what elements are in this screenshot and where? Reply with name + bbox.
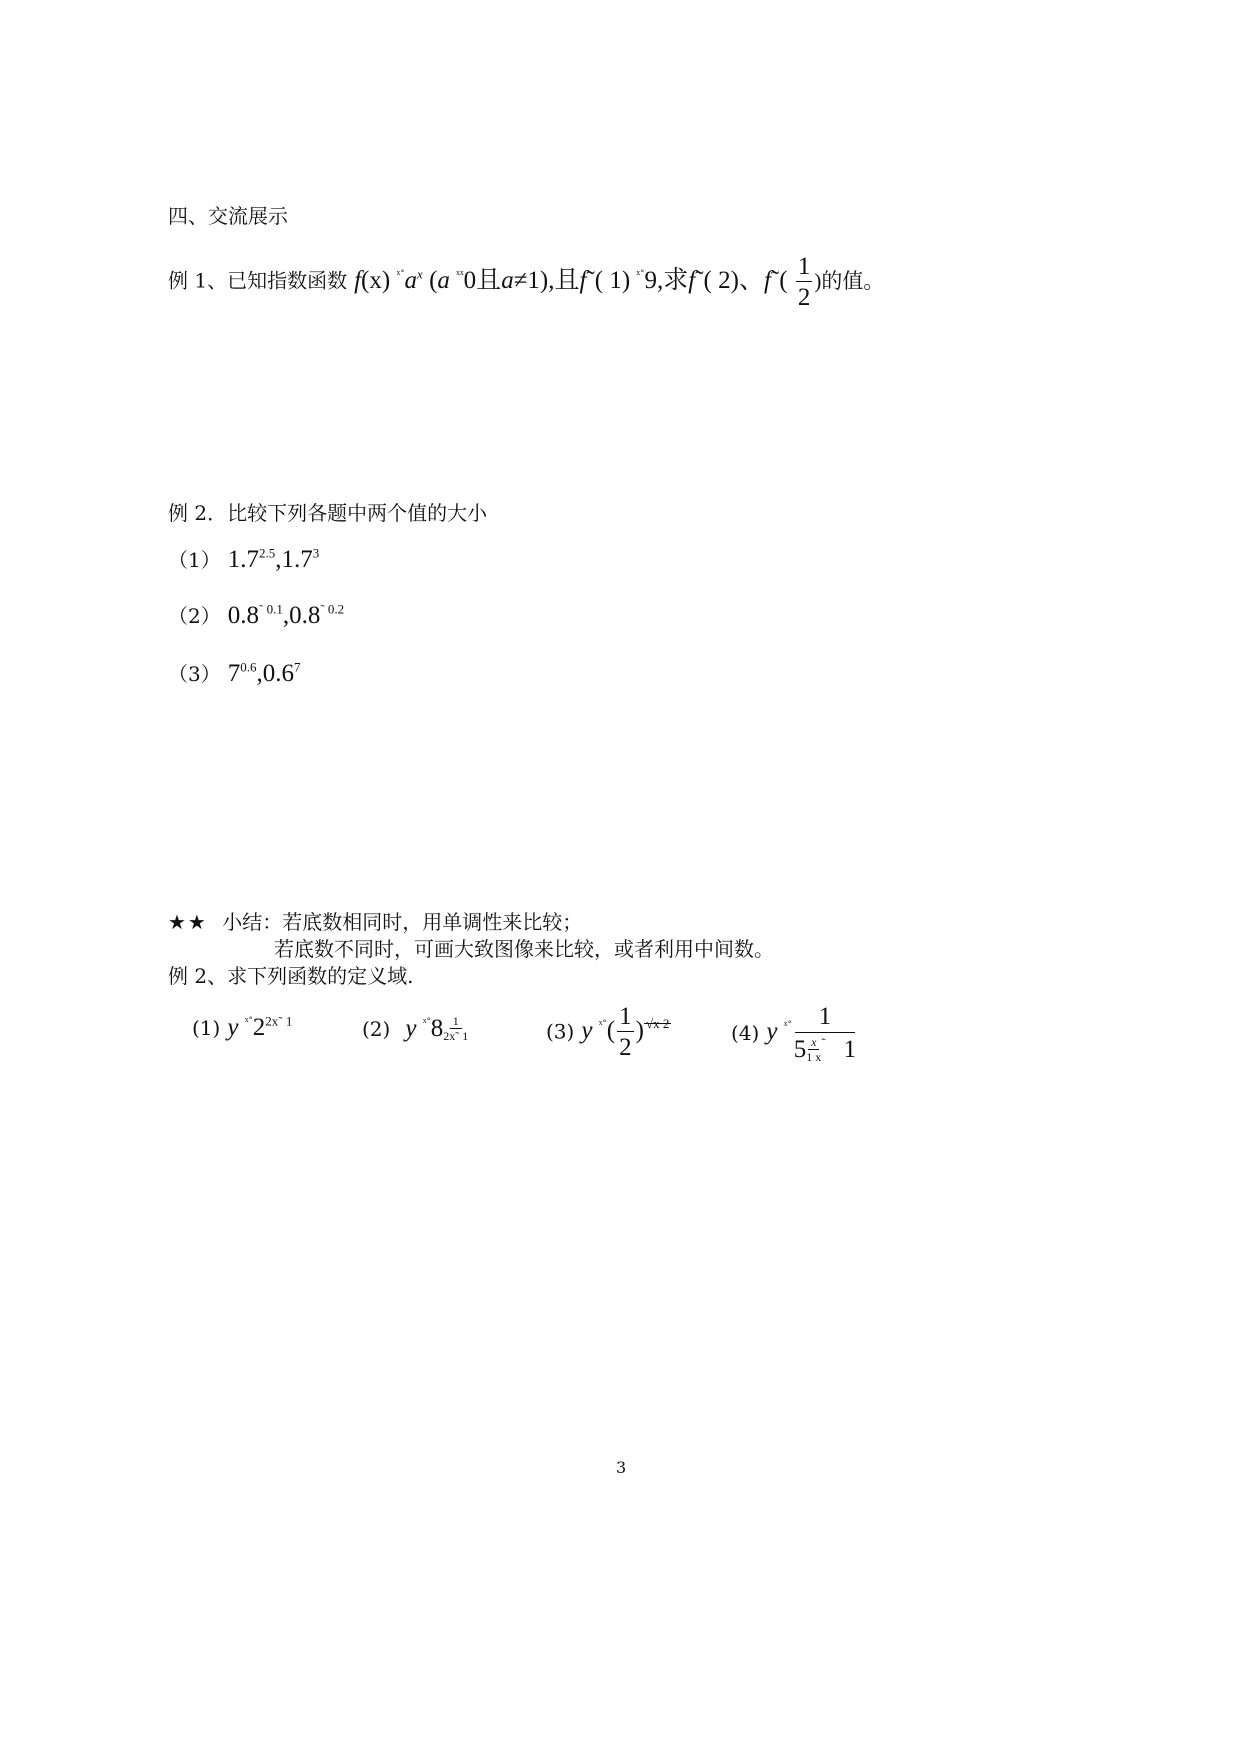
equals-glyph: ˣ˚ [783,1017,792,1033]
example-1-formula [354,253,885,311]
value-nine: 9, [644,266,664,294]
f-symbol: f [354,266,362,294]
example-2-item-3 [168,661,300,686]
example-2-item-2 [168,603,344,628]
frac-num: 1 [619,1003,632,1030]
den-tilde: ˜ [821,1035,826,1051]
neq-one: ≠1),且 [513,266,580,294]
open-paren: ( [606,1016,616,1044]
base: 2 [252,1014,266,1041]
item-formula [228,660,301,687]
f-symbol-2: f [579,266,587,294]
frac-den: 2 [619,1034,632,1061]
item-label: （3） [168,662,221,686]
cond-open: ( [429,266,438,294]
den-exp-num: x [808,1036,819,1050]
example-3-title: 例 2、求下列函数的定义域. [168,964,414,988]
example-1 [168,254,884,310]
den-exponent-fraction [806,1036,821,1063]
exponent: 2x˜ 1 [265,1013,293,1029]
summary-line-1 [168,912,582,932]
a-symbol-3: a [501,266,514,294]
frac-den [794,1033,856,1063]
item-formula [405,1015,468,1042]
tilde-open: ˜( [586,266,604,294]
exp-2: ˜ 0.2 [320,601,345,617]
main-fraction [794,1004,856,1063]
frac-num: 1 [795,1004,856,1033]
zero-and: 0且 [463,266,502,294]
item-formula [581,1003,671,1061]
sqrt-exponent: √x 2 [645,1015,670,1031]
exp-1: ˜ 0.1 [258,601,283,617]
item-label: (1) [192,1016,221,1040]
base-1: 1.7 [227,546,259,573]
item-formula [228,546,320,573]
item-label: （1） [168,548,221,572]
separator: , [256,660,263,687]
half-den: 2 [797,284,811,311]
separator: , [282,602,290,629]
separator: , [275,546,282,573]
page-number: 3 [616,1458,627,1477]
y-symbol: y [405,1014,417,1042]
example-3-item-4 [731,1004,858,1063]
example-1-prefix: 例 1、已知指数函数 [168,268,348,293]
item-formula [227,1014,292,1041]
f-symbol-4: f [763,266,771,294]
exp-num: 1 [450,1015,462,1029]
den-tail: 1 [843,1035,857,1063]
item-label: (4) [731,1021,760,1046]
equals-glyph-2: ˣ˚ [636,265,645,281]
example-2-title: 例 2．比较下列各题中两个值的大小 [168,501,488,525]
a-symbol: a [404,266,418,294]
equals-glyph: ˣ˚ [598,1015,607,1031]
example-3-item-2 [362,1015,468,1042]
example-3-item-3 [546,1004,671,1060]
exp-2: 3 [312,545,320,561]
tilde-open-2: ˜( [695,266,712,294]
equals-glyph: ˣ˚ [244,1013,253,1029]
close-paren: ) [635,1016,644,1044]
seek-label: 求 [663,266,689,294]
f-symbol-3: f [688,266,696,294]
equals-glyph: ˣ˚ [396,265,405,281]
den-base: 5 [793,1035,807,1063]
star-icon: ★★ [168,910,208,934]
example-2-item-1 [168,547,319,572]
exp-den: 2x˜ 1 [443,1029,469,1043]
greater-glyph: ˣˣ [456,265,464,281]
base-fraction [617,1004,634,1060]
item-formula [228,602,344,629]
value-1: 1) [609,266,631,294]
half-num: 1 [797,253,811,280]
arg-x: (x) [361,266,391,294]
base: 8 [430,1014,444,1042]
exp-1: 0.6 [240,659,257,675]
base-2: 0.6 [262,660,294,687]
summary-line-2: 若底数不同时，可画大致图像来比较，或者利用中间数。 [274,937,774,961]
summary-text-1: 若底数相同时，用单调性来比较； [282,910,583,934]
equals-glyph: ˣ˚ [422,1014,431,1030]
item-formula [766,1003,858,1064]
base-1: 0.8 [227,602,259,629]
item-label: （2） [168,604,221,628]
base-1: 7 [227,660,241,687]
half-fraction [796,254,813,310]
base-2: 1.7 [281,546,313,573]
y-symbol: y [227,1014,239,1041]
exponent-x: x [417,265,423,281]
value-2: 2)、 [718,266,764,294]
item-label: (2) [362,1016,391,1041]
exp-2: 7 [293,659,301,675]
section-title: 四、交流展示 [168,204,288,228]
a-symbol-2: a [437,266,450,294]
summary-label: 小结： [222,910,283,934]
close-suffix: )的值。 [814,268,885,293]
y-symbol: y [581,1016,593,1044]
tilde-open-3: ˜( [770,266,788,294]
y-symbol: y [766,1018,778,1046]
example-3-item-1 [192,1015,292,1040]
exponent-fraction [443,1015,468,1042]
den-exp-den: 1 x [806,1050,822,1064]
exp-1: 2.5 [258,545,276,561]
item-label: (3) [546,1019,575,1044]
base-2: 0.8 [289,602,321,629]
